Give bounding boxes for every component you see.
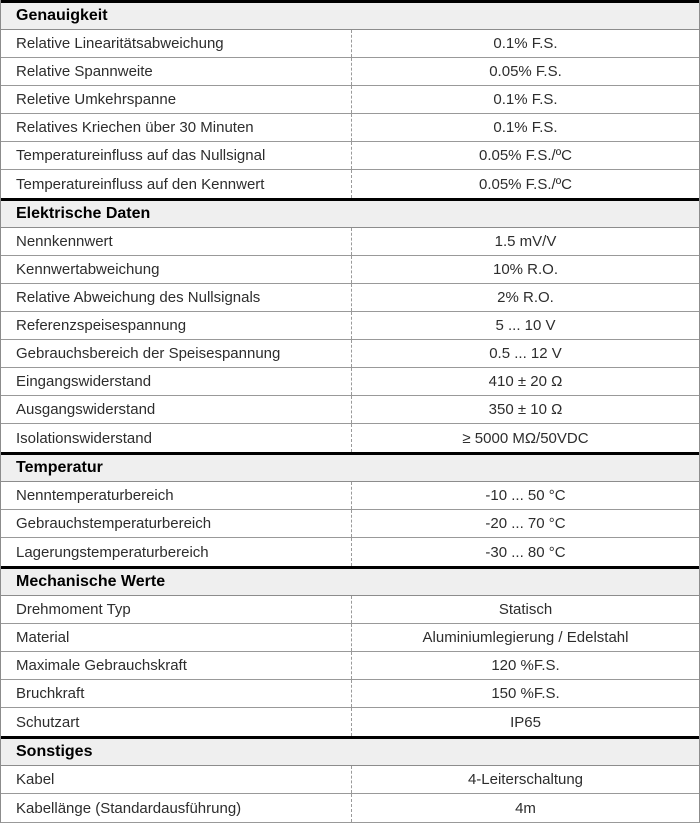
section-header xyxy=(1,198,699,228)
spec-label: Ausgangswiderstand xyxy=(16,401,156,418)
spec-label: Material xyxy=(16,629,70,646)
spec-value: 120 %F.S. xyxy=(351,652,699,679)
spec-value: -30 ... 80 °C xyxy=(351,538,699,566)
spec-value: 410 ± 20 Ω xyxy=(351,368,699,395)
spec-value: 350 ± 10 Ω xyxy=(351,396,699,423)
spec-label: Nennkennwert xyxy=(16,233,113,250)
spec-value: Statisch xyxy=(351,596,699,623)
spec-section xyxy=(1,736,699,822)
section-title: Sonstiges xyxy=(16,743,93,760)
section-title: Elektrische Daten xyxy=(16,205,151,222)
spec-label: Relatives Kriechen über 30 Minuten xyxy=(16,119,254,136)
table-row xyxy=(1,396,699,424)
spec-label: Lagerungstemperaturbereich xyxy=(16,543,209,561)
table-row xyxy=(1,170,699,198)
table-row xyxy=(1,86,699,114)
spec-label: Relative Spannweite xyxy=(16,63,153,80)
spec-label: Kabellänge (Standardausführung) xyxy=(16,799,242,817)
spec-section xyxy=(1,566,699,736)
spec-section xyxy=(1,0,699,198)
spec-value: Aluminiumlegierung / Edelstahl xyxy=(351,624,699,651)
table-row xyxy=(1,794,699,822)
section-rows xyxy=(1,30,699,198)
spec-label: Gebrauchsbereich der Speisespannung xyxy=(16,345,281,362)
spec-value: 0.05% F.S./ºC xyxy=(351,170,699,198)
spec-label: Isolationswiderstand xyxy=(16,429,152,447)
spec-value: 0.5 ... 12 V xyxy=(351,340,699,367)
spec-value: 150 %F.S. xyxy=(351,680,699,707)
table-row xyxy=(1,114,699,142)
spec-value: 0.1% F.S. xyxy=(351,114,699,141)
spec-value: IP65 xyxy=(351,708,699,736)
section-rows xyxy=(1,596,699,736)
spec-value: 4-Leiterschaltung xyxy=(351,766,699,793)
table-row xyxy=(1,256,699,284)
spec-label: Maximale Gebrauchskraft xyxy=(16,657,187,674)
spec-value: 0.05% F.S./ºC xyxy=(351,142,699,169)
table-row xyxy=(1,482,699,510)
table-row xyxy=(1,652,699,680)
section-title: Temperatur xyxy=(16,459,103,476)
table-row xyxy=(1,596,699,624)
table-row xyxy=(1,680,699,708)
spec-label: Bruchkraft xyxy=(16,685,85,702)
spec-value: 4m xyxy=(351,794,699,822)
spec-value: 0.05% F.S. xyxy=(351,58,699,85)
spec-label: Relative Abweichung des Nullsignals xyxy=(16,289,261,306)
spec-section xyxy=(1,452,699,566)
section-title: Mechanische Werte xyxy=(16,573,166,590)
table-row xyxy=(1,424,699,452)
section-header xyxy=(1,452,699,482)
spec-value: 10% R.O. xyxy=(351,256,699,283)
table-row xyxy=(1,624,699,652)
spec-label: Relative Linearitätsabweichung xyxy=(16,35,224,52)
section-rows xyxy=(1,482,699,566)
section-title: Genauigkeit xyxy=(16,7,108,24)
table-row xyxy=(1,708,699,736)
table-row xyxy=(1,30,699,58)
table-row xyxy=(1,312,699,340)
table-row xyxy=(1,58,699,86)
table-row xyxy=(1,510,699,538)
spec-label: Nenntemperaturbereich xyxy=(16,487,174,504)
spec-label: Kennwertabweichung xyxy=(16,261,160,278)
section-rows xyxy=(1,228,699,452)
spec-value: 1.5 mV/V xyxy=(351,228,699,255)
spec-label: Eingangswiderstand xyxy=(16,373,152,390)
spec-value: 0.1% F.S. xyxy=(351,30,699,57)
spec-label: Temperatureinfluss auf den Kennwert xyxy=(16,175,265,193)
spec-value: 5 ... 10 V xyxy=(351,312,699,339)
table-row xyxy=(1,766,699,794)
spec-label: Reletive Umkehrspanne xyxy=(16,91,177,108)
spec-value: ≥ 5000 MΩ/50VDC xyxy=(351,424,699,452)
spec-value: -10 ... 50 °C xyxy=(351,482,699,509)
table-row xyxy=(1,284,699,312)
table-row xyxy=(1,142,699,170)
spec-label: Schutzart xyxy=(16,713,80,731)
spec-label: Kabel xyxy=(16,771,55,788)
spec-section xyxy=(1,198,699,452)
spec-value: 0.1% F.S. xyxy=(351,86,699,113)
spec-label: Gebrauchstemperaturbereich xyxy=(16,515,212,532)
section-header xyxy=(1,566,699,596)
section-header xyxy=(1,736,699,766)
table-row xyxy=(1,368,699,396)
spec-label: Referenzspeisespannung xyxy=(16,317,187,334)
section-header xyxy=(1,0,699,30)
table-row xyxy=(1,538,699,566)
spec-label: Drehmoment Typ xyxy=(16,601,131,618)
table-row xyxy=(1,228,699,256)
section-rows xyxy=(1,766,699,822)
table-row xyxy=(1,340,699,368)
spec-value: -20 ... 70 °C xyxy=(351,510,699,537)
spec-label: Temperatureinfluss auf das Nullsignal xyxy=(16,147,266,164)
spec-value: 2% R.O. xyxy=(351,284,699,311)
